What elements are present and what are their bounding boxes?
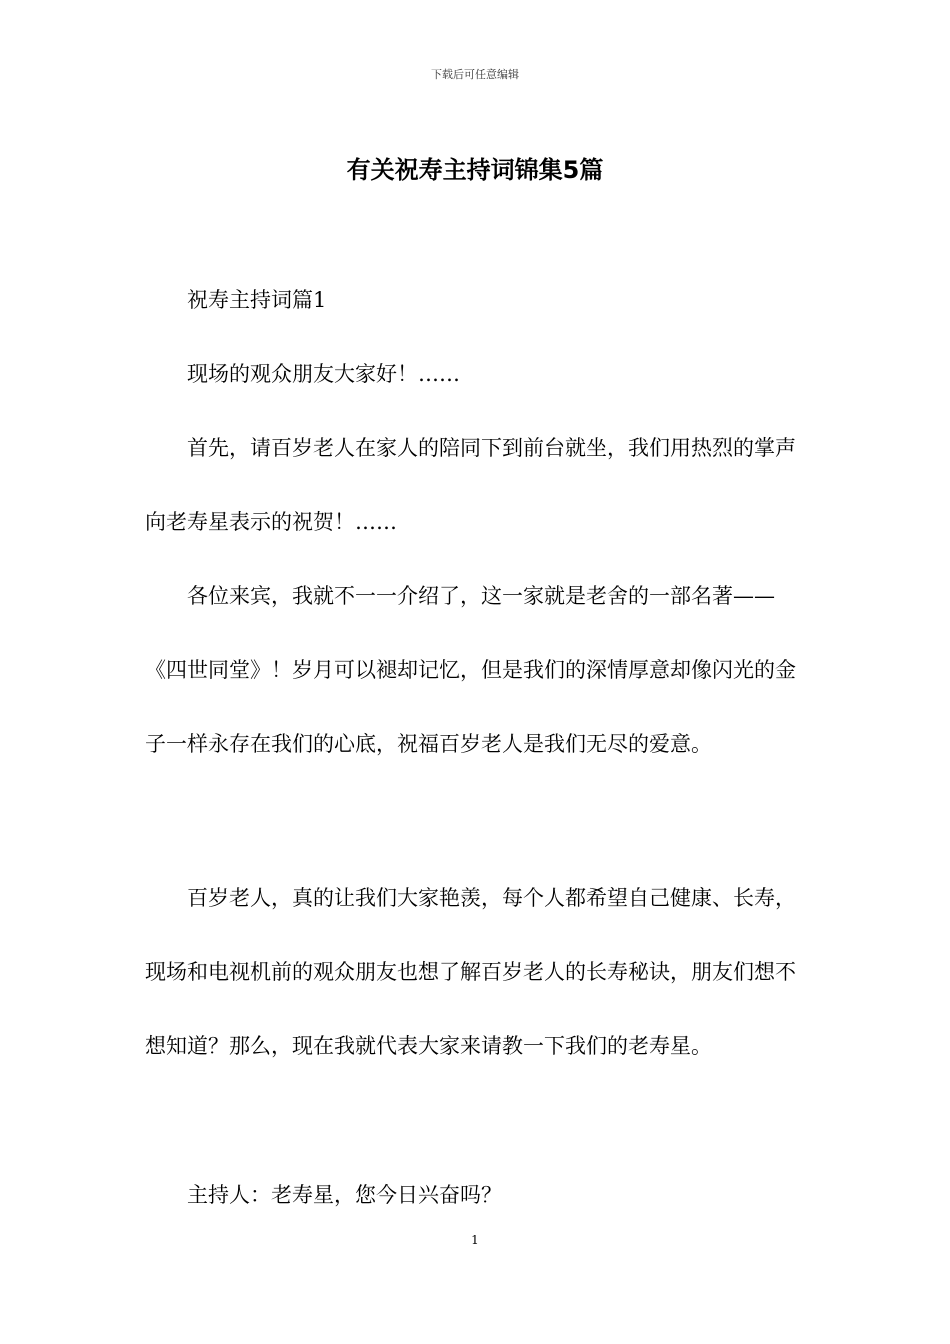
header-note: 下载后可任意编辑 (431, 68, 519, 81)
paragraph-longevity: 百岁老人，真的让我们大家艳羡，每个人都希望自己健康、长寿，现场和电视机前的观众朋友也想了解百岁老人的长寿秘诀，朋友们想不想知道？那么，现在我就代表大家来请教一下我们的老寿星。 (145, 886, 796, 1058)
page-number: 1 (471, 1233, 479, 1247)
paragraph-greeting: 现场的观众朋友大家好！…… (187, 362, 460, 386)
paragraph-introduction: 各位来宾，我就不一一介绍了，这一家就是老舍的一部名著——《四世同堂》！岁月可以褪却记忆，但是我们的深情厚意却像闪光的金子一样永存在我们的心底，祝福百岁老人是我们无尽的爱意。 (145, 584, 796, 756)
section-heading: 祝寿主持词篇1 (187, 288, 327, 312)
paragraph-welcome: 首先，请百岁老人在家人的陪同下到前台就坐，我们用热烈的掌声向老寿星表示的祝贺！…… (145, 436, 796, 534)
paragraph-host-question: 主持人：老寿星，您今日兴奋吗？ (187, 1183, 502, 1207)
document-title: 有关祝寿主持词锦集5篇 (346, 156, 604, 184)
